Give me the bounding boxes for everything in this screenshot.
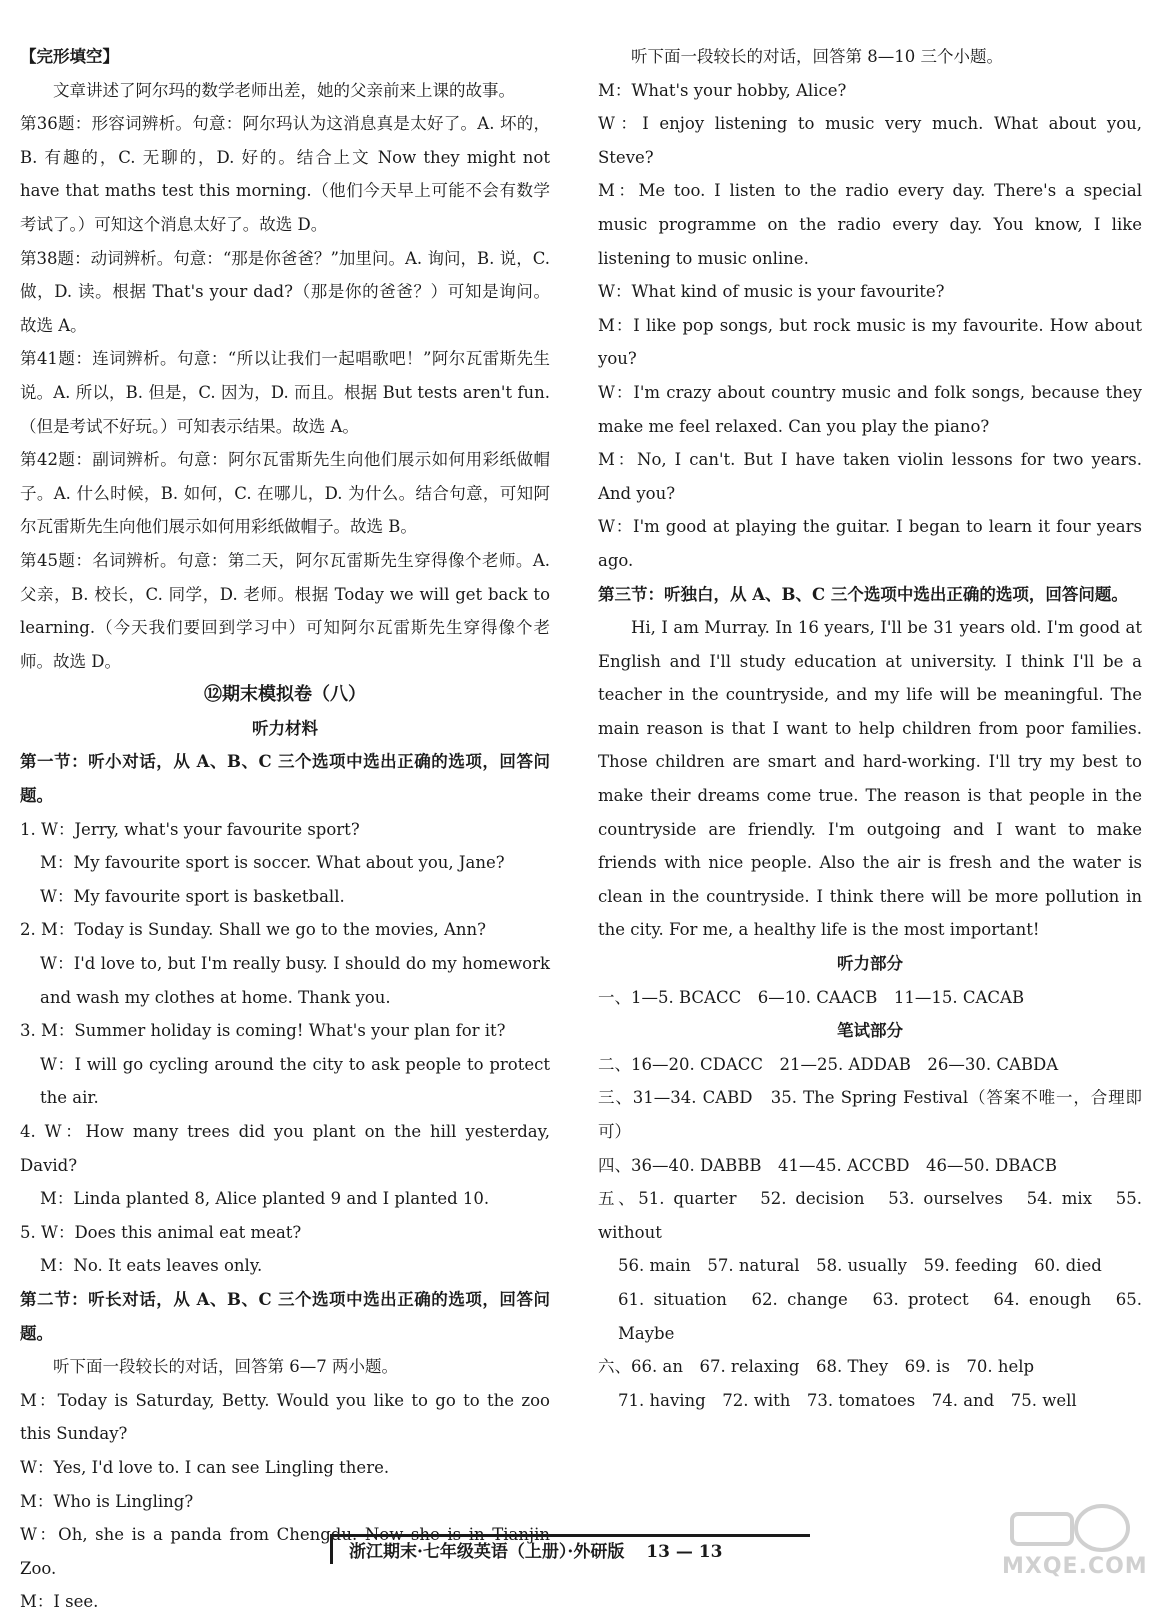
answer-line: 二、16—20. CDACC 21—25. ADDAB 26—30. CABDA [598,1054,1059,1074]
dialog-line: W：I will go cycling around the city to ask people to protect the air. [40,1054,550,1108]
cloze-section-title: 【完形填空】 [20,47,119,66]
conversation-line: W：Yes, I'd love to. I can see Lingling there. [20,1457,390,1477]
dialog-line: 1. W：Jerry, what's your favourite sport? [20,819,360,839]
answer-line: 56. main 57. natural 58. usually 59. feeding 60. died [618,1256,1102,1276]
dialog-line: M：No. It eats leaves only. [40,1256,263,1276]
part2-intro-8-10: 听下面一段较长的对话，回答第 8—10 三个小题。 [631,47,1003,66]
conversation-line: W：I enjoy listening to music very much. What about you, Steve? [598,114,1142,167]
answer-line: 五、51. quarter 52. decision 53. ourselves 54. mix 55. without [598,1189,1142,1242]
part2-title: 第二节：听长对话，从 A、B、C 三个选项中选出正确的选项，回答问题。 [20,1289,550,1343]
answer-line: 六、66. an 67. relaxing 68. They 69. is 70. help [598,1357,1035,1377]
dialog-line: W：My favourite sport is basketball. [40,886,345,906]
part2-intro-6-7: 听下面一段较长的对话，回答第 6—7 两小题。 [53,1357,398,1377]
cloze-intro: 文章讲述了阿尔玛的数学老师出差，她的父亲前来上课的故事。 [53,80,515,100]
conversation-line: M：What's your hobby, Alice? [598,80,847,100]
watermark-emblem-icon [992,1500,1142,1560]
answer-line: 四、36—40. DABBB 41—45. ACCBD 46—50. DBACB [598,1155,1058,1175]
dialog-line: 3. M：Summer holiday is coming! What's your plan for it? [20,1021,506,1041]
monologue-text: Hi, I am Murray. In 16 years, I'll be 31 years old. I'm good at English and I'll study education at university. I think I'll be a teacher in the countryside, and my life will be meaningful. The main reason is that I want to help children from poor families. Those children are smart and hard-working. I'll try my best to make their dreams come true. The reason is that people in the countryside are friendly. I'm outgoing and I want to make friends with nice people. Also the air is fresh and the water is clean in the countryside. I think there will be more pollution in the city. For me, a healthy life is the most important! [598,618,1142,940]
right-column [598,40,1142,1417]
conversation-line: W：I'm good at playing the guitar. I began to learn it four years ago. [598,517,1142,570]
exam-title: ⑫期末模拟卷（八） [204,684,366,706]
answer-line: 一、1—5. BCACC 6—10. CAACB 11—15. CACAB [598,987,1025,1007]
part1-title: 第一节：听小对话，从 A、B、C 三个选项中选出正确的选项，回答问题。 [20,752,550,806]
conversation-line: W：I'm crazy about country music and folk songs, because they make me feel relaxed. Can you play the piano? [598,382,1142,436]
answer-line: 61. situation 62. change 63. protect 64. enough 65. Maybe [618,1289,1142,1343]
dialog-line: M：My favourite sport is soccer. What about you, Jane? [40,853,505,873]
footer-book-title: 浙江期末·七年级英语（上册）·外研版 [349,1542,625,1562]
dialog-line: 5. W：Does this animal eat meat? [20,1222,302,1242]
written-answers-title: 笔试部分 [837,1021,903,1041]
conversation-line: M：No, I can't. But I have taken violin lessons for two years. And you? [598,450,1142,503]
conversation-line: M：I see. [20,1592,99,1612]
listening-answers-title: 听力部分 [837,954,903,974]
explanation-q42: 第42题：副词辨析。句意：阿尔瓦雷斯先生向他们展示如何用彩纸做帽子。A. 什么时候，B. 如何，C. 在哪儿，D. 为什么。结合句意，可知阿尔瓦雷斯先生向他们展示如何用彩纸做帽子。故选 B。 [20,450,550,537]
dialog-line: 2. M：Today is Sunday. Shall we go to the movies, Ann? [20,920,487,940]
dialog-line: 4. W：How many trees did you plant on the hill yesterday, David? [20,1122,550,1175]
explanation-q45: 第45题：名词辨析。句意：第二天，阿尔瓦雷斯先生穿得像个老师。A. 父亲，B. 校长，C. 同学，D. 老师。根据 Today we will get back to learning.（今天我们要回到学习中）可知阿尔瓦雷斯先生穿得像个老师。故选 D。 [20,550,550,671]
part3-title: 第三节：听独白，从 A、B、C 三个选项中选出正确的选项，回答问题。 [598,584,1128,604]
explanation-q36: 第36题：形容词辨析。句意：阿尔玛认为这消息真是太好了。A. 坏的，B. 有趣的，C. 无聊的，D. 好的。结合上文 Now they might not have that maths test this morning.（他们今天早上可能不会有数学考试了。）可知这个消息太好了。故选 D。 [20,114,550,234]
left-column [20,40,550,1619]
page-footer [330,1534,810,1564]
conversation-line: M：Who is Lingling? [20,1491,194,1511]
watermark-url: MXQE.COM [1002,1554,1148,1579]
conversation-line: W：Oh, she is a panda from Chengdu. Now she is in Tianjin Zoo. [20,1525,550,1578]
conversation-line: M：I like pop songs, but rock music is my favourite. How about you? [598,315,1142,369]
explanation-q41: 第41题：连词辨析。句意：“所以让我们一起唱歌吧！”阿尔瓦雷斯先生说。A. 所以，B. 但是，C. 因为，D. 而且。根据 But tests aren't fun.（但是考试不好玩。）可知表示结果。故选 A。 [20,349,550,436]
explanation-q38: 第38题：动词辨析。句意：“那是你爸爸？”加里问。A. 询问，B. 说，C. 做，D. 读。根据 That's your dad?（那是你的爸爸？）可知是询问。故选 A。 [20,248,550,335]
answer-line: 三、31—34. CABD 35. The Spring Festival（答案不唯一，合理即可） [598,1088,1142,1141]
dialog-line: M：Linda planted 8, Alice planted 9 and I planted 10. [40,1189,490,1209]
conversation-line: M：Today is Saturday, Betty. Would you like to go to the zoo this Sunday? [20,1390,550,1444]
listening-material-title: 听力材料 [252,718,318,738]
conversation-line: W：What kind of music is your favourite? [598,282,945,302]
watermark-logo [992,1500,1148,1590]
page-number: 13 — 13 [646,1542,723,1562]
dialog-line: W：I'd love to, but I'm really busy. I should do my homework and wash my clothes at home. Thank you. [40,954,550,1007]
answer-line: 71. having 72. with 73. tomatoes 74. and 75. well [618,1390,1077,1410]
conversation-line: M：Me too. I listen to the radio every day. There's a special music programme on the radio every day. You know, I like listening to music online. [598,181,1142,268]
